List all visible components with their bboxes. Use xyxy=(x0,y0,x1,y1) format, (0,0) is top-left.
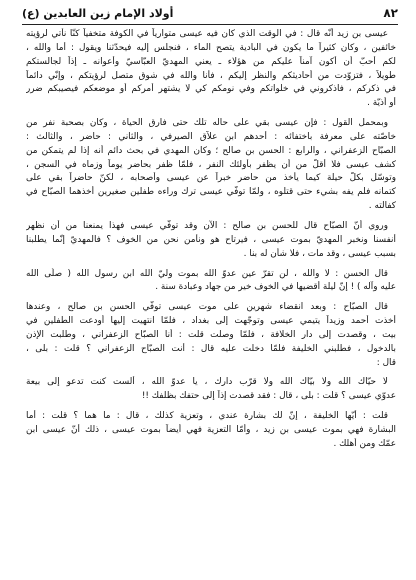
text-line: عيسى بن زيد أنّه قال : في الوقت الذي كان فيه عيسى متوارياً في الكوفة متخفياً كنّا نأتي لرؤيته xyxy=(26,29,388,39)
paragraph xyxy=(26,410,396,452)
paragraph xyxy=(26,117,396,214)
running-header xyxy=(22,6,398,25)
text-line: كفالته . xyxy=(368,201,396,212)
page-number: ٨٢ xyxy=(383,6,398,20)
text-line: بالدخول ، فطلبني الخليفة فلمّا دخلت عليه قال : أنت الصبّاح الزعفراني ؟ قلت : بلى ، xyxy=(26,343,396,354)
text-line: طويلاً ، فتزوّدت من أحاديثكم والنظر إليكم ، فأنا والله في شوق متصل لرؤيتكم ، وإنّي دائماً xyxy=(26,70,396,81)
text-line: قال : xyxy=(376,357,396,368)
text-line: عليه وآله ) ! إنّ ليلة أقضيها في الخوف خير من جهاد وعبادة سنة . xyxy=(155,282,396,293)
text-line: بسبب عيسى ، وقد مات ، فلا شأن له بنا . xyxy=(243,248,396,259)
page-body xyxy=(26,28,396,452)
text-line: قال الصبّاح : وبعد انقضاء شهرين على موت عيسى توفّي الحسن بن صالح ، وعندها xyxy=(26,302,388,313)
text-line: أنفسنا ونخبر المهديّ بموت عيسى ، فيرتاح هو ونأمن نحن من الخوف ؟ فالمهديّ إنّما يطلبنا xyxy=(26,234,396,245)
text-line: لكم أحبّ أن أكون آمناً عليكم من هؤلاء ـ يعني المهديّ العبّاسيّ وأعوانه ـ إذاً لجالستكم xyxy=(26,56,396,67)
text-line: عدوّي عيسى ؟ قلت : بلى ، قال : فقد قصدت إذاً إلى حتفك بظلفك !! xyxy=(141,391,396,402)
text-line: الصبّاح الزعفراني ، والرابع : الحسن بن صالح ؛ وكان المهدي في بحث دائم أنه إذا لم يتمكن من xyxy=(26,145,396,156)
paragraph xyxy=(26,268,396,296)
text-line: لا حيّاك الله ولا بيّاك الله ولا قرّب دارك ، يا عدوّ الله ، ألست كنت تدعو إلى بيعة xyxy=(26,377,388,388)
text-line: أو أذيّة . xyxy=(367,98,396,109)
text-line: بيت ، وقصدت إلى دار الخلافة ، فلمّا وصلت قلت : أنا الصبّاح الزعفراني ، وطلبت الإذن xyxy=(26,329,396,340)
text-line: كشف عيسى فلا أقلّ من أن يظفر بأولئك النفر ، فلمّا ظفر بحاضر يوماً وزماه في السجن ، xyxy=(26,159,396,170)
text-line: قال الحسن : لا والله ، لن تقرّ عين عدوّ الله بموت وليّ الله ابن رسول الله ( صلّى الله xyxy=(26,268,388,279)
running-title: أولاد الإمام زين العابدين (ع) xyxy=(22,7,174,20)
paragraph xyxy=(26,220,396,262)
paragraph xyxy=(26,28,396,111)
text-line: خائفين ، وكان كثيراً ما يكون في البادية يتصح الماء ، فنجلس إليه فيحدّثنا ويقول : أما والله ، xyxy=(26,42,396,53)
text-line: البشارة فهي بموت عيسى بن زيد ، وأمّا التعزية فهي أيضاً بموت عيسى ، ذلك أنّ عيسى ابن xyxy=(26,424,396,435)
text-line: وتوسّل بكلّ حيلة كيما يأخذ من حاضر خبراً عن عيسى وأصحابه ، لكنّ حاضراً بقي على xyxy=(26,173,396,184)
text-line: وبمحمل القول : فإن عيسى بقي على حاله تلك حتى فارق الحياة ، وكان بصحبة نفر من xyxy=(26,118,388,129)
text-line: قلت : أيّها الخليفة ، إنّ لك بشارة عندي ، وتعزية كذلك ، قال : ما هما ؟ قلت : أما xyxy=(26,411,388,422)
paragraph xyxy=(26,376,396,404)
text-line: عمّك ومن أهلك . xyxy=(333,438,396,449)
text-line: خاصّته على معرفة باختفائه : أحدهم ابن علاّق الصيرفي ، والثاني : حاضر ، والثالث : xyxy=(26,131,396,142)
paragraph xyxy=(26,301,396,370)
text-line: كتمانه فلم يفه بشيء حتى قتلوه ، ولمّا توفّي عيسى ترك وراءه طفلين صغيرين أخذهما الصبّاح في xyxy=(26,187,396,198)
text-line: في ذكركم ، فاذكروني في خلواتكم وفي نومكم كي لا يشتهر أمركم أو موضعكم فيصيبكم ضرر xyxy=(26,84,396,95)
text-line: أخذت أحمد وزيداً يتيمي عيسى وتوجّهت إلى بغداد ، فلمّا انتهيت إليها أودعت الطفلين في xyxy=(26,316,396,327)
text-line: وروي أنّ الصبّاح قال للحسن بن صالح : الآن وقد توفّي عيسى فهذا يمنعنا من أن نظهر xyxy=(26,220,388,231)
